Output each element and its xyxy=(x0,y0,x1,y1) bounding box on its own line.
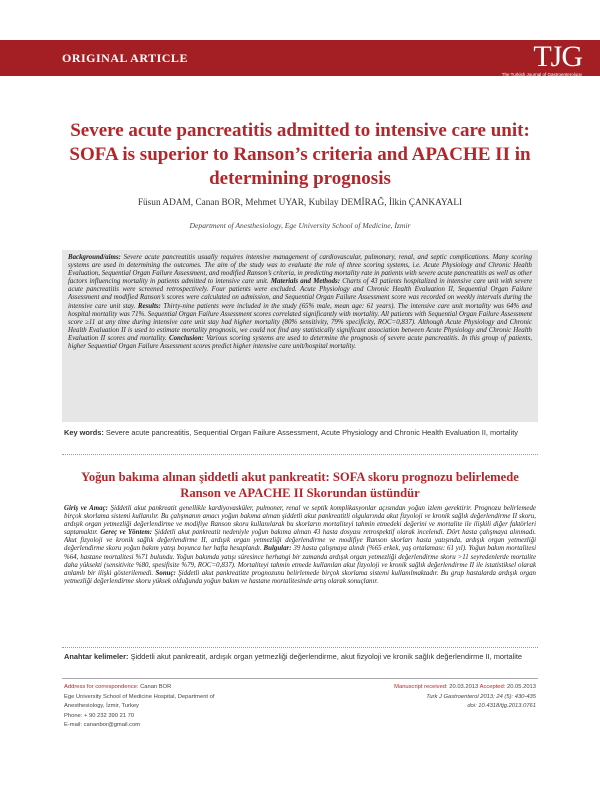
correspondence-email[interactable]: E-mail: cananbor@gmail.com xyxy=(64,722,141,729)
english-abstract xyxy=(62,250,538,422)
correspondence-name: Canan BOR xyxy=(140,684,172,690)
tr-results-text: 39 hasta çalışmaya alındı (%65 erkek, yaş ortalaması: 61 yıl). Yoğun bakım mortalitesi %64, hastane mortalitesi %71 bulundu. Yoğun bakımda yatışı süresince herhangi bir zamanda ardışık organ yetmezliği değerlendirme skoru >11 seyredenlerde mortalite daha yüksekti (sensitivite %80, spesifisite %79, ROC=0,837). Mortaliteyi tahmin etmede kullanılan akut fizyoloji ve kronik sağlık değerlendirme II ile istatistiksel olarak anlamlı bir ilişki gösterilemedi. xyxy=(64,545,536,577)
affiliation: Department of Anesthesiology, Ege University School of Medicine, İzmir xyxy=(189,221,411,230)
article-title: Severe acute pancreatitis admitted to intensive care unit: SOFA is superior to Ranson’s criteria and APACHE II in determining prognosis xyxy=(69,120,531,189)
keywords xyxy=(64,428,536,438)
manuscript-meta xyxy=(296,683,536,712)
keywords-text: Severe acute pancreatitis, Sequential Organ Failure Assessment, Acute Physiology and Chronic Health Evaluation II, mortality xyxy=(105,428,518,437)
turkish-title: Yoğun bakıma alınan şiddetli akut pankreatit: SOFA skoru prognozu belirlemede Ranson ve APACHE II Skorundan üstündür xyxy=(81,470,519,500)
background-text: Severe acute pancreatitis usually requires intensive management of cardiovascular, pulmonary, renal, and septic complications. Many scoring systems are used in determining the outcomes. The aim of the study was to evaluate the role of three scoring systems, i.e. Acute Physiology and Chronic Health Evaluation, Sequential Organ Failure Assessment, and modified Ranson’s criteria, in predicting mortality rate in patients with severe acute pancreatitis as well as other factors influencing mortality in patients admitted to intensive care unit. xyxy=(68,254,532,286)
tr-results-label: Bulgular: xyxy=(263,545,292,553)
background-label: Background/aims: xyxy=(68,254,121,261)
accepted-date: 20.05.2013 xyxy=(506,684,536,690)
turkish-keywords xyxy=(64,652,536,662)
author-list: Füsun ADAM, Canan BOR, Mehmet UYAR, Kubilay DEMİRAĞ, İlkin ÇANKAYALI xyxy=(137,198,463,208)
tr-conclusion-label: Sonuç: xyxy=(155,569,176,577)
conclusion-label: Conclusion: xyxy=(169,334,204,342)
section-label: ORIGINAL ARTICLE xyxy=(62,51,188,65)
correspondence-block xyxy=(64,683,324,731)
logo-subtitle: The Turkish Journal of Gastroenterology xyxy=(501,72,582,77)
tr-methods-label: Gereç ve Yöntem: xyxy=(100,529,153,537)
turkish-abstract-paragraph xyxy=(64,505,536,586)
tr-aim-label: Giriş ve Amaç: xyxy=(64,505,108,512)
received-date: 20.03.2013 xyxy=(449,684,479,690)
tr-aim-text: Şiddetli akut pankreatit genellikle kardiyovasküler, pulmoner, renal ve septik komplikasyonlar açısından yoğun izlem gerektirir. Prognozu belirlemede birçok skorlama sistemi kullanılır. Bu çalışmanın amacı yoğun bakıma alınan şiddetli akut pankreatitli olgularında akut fizyoloji ve kronik sağlık değerlendirme II skoru, ardışık organ yetmezliği değerlendirme ve modifiye Ranson skoru kullanılarak bu skorların mortaliteyi tahmin etmedeki değerini ve mortalite ile ilişkili diğer faktörleri saptamaktır. xyxy=(64,505,536,537)
correspondence-header xyxy=(64,683,324,693)
keywords-label: Key words: xyxy=(64,428,104,437)
correspondence-label: Address for correspondence: xyxy=(64,684,139,690)
received-label: Manuscript received: xyxy=(394,684,448,690)
manuscript-dates xyxy=(296,683,536,693)
results-label: Results: xyxy=(137,302,161,310)
doi[interactable]: doi: 10.4318/tjg.2013.0761 xyxy=(467,703,536,710)
footer-rule xyxy=(62,678,538,679)
correspondence-line1: Ege University School of Medicine Hospital, Department of xyxy=(64,693,215,700)
header-band xyxy=(0,40,600,76)
tr-keywords-label: Anahtar kelimeler: xyxy=(64,652,129,661)
journal-logo xyxy=(464,42,582,76)
correspondence-phone: Phone: + 90 232 390 21 70 xyxy=(64,712,135,719)
divider xyxy=(62,647,538,648)
accepted-label: Accepted: xyxy=(479,684,506,690)
tr-conclusion-text: Şiddetli akut pankreatitte prognozunu belirlemede birçok skorlama sistemi kullanılmaktadır. Bu grup hastalarda ardışık organ yetmezliği değerlendirme skoru yüksek olduğunda yoğun bakım ve hastane mortalitesinde artış olarak sonuçlanır. xyxy=(64,569,536,585)
citation: Turk J Gastroenterol 2013; 24 (5): 430-435 xyxy=(426,693,536,700)
methods-label: Materials and Methods: xyxy=(270,278,340,286)
correspondence-line2: Anesthesiology, İzmir, Turkey xyxy=(64,703,139,710)
tr-methods-text: Şiddetli akut pankreatit nedeniyle yoğun bakıma alınan 43 hasta dosyası retrospektif olarak incelendi. Dört hasta çalışmaya alınmadı. Akut fizyoloji ve kronik sağlık değerlendirme II, ardışık organ yetmezliği değerlendirme ve modifiye Ranson skorları hasta yatışında, ardışık organ yetmezliği değerlendirme skoru yoğun bakım yatışı boyunca her hafta hesaplandı. xyxy=(64,529,536,553)
divider xyxy=(62,454,538,455)
methods-text: Charts of 43 patients hospitalized in intensive care unit with severe acute pancreatitis were screened retrospectively. Four patients were excluded. Acute Physiology and Chronic Health Evaluation II, Sequential Organ Failure Assessment and modified Ranson’s scores were calculated on admission, and Sequential Organ Failure Assessment score was recorded on weekly intervals during the intensive care unit stay. xyxy=(68,278,533,310)
abstract-paragraph xyxy=(68,254,532,351)
turkish-abstract xyxy=(64,505,536,647)
logo-mark: TJG xyxy=(533,40,582,73)
tr-keywords-text: Şiddetli akut pankreatit, ardışık organ yetmezliği değerlendirme, akut fizyoloji ve kronik sağlık değerlendirme II, mortalite xyxy=(130,652,523,661)
conclusion-text: Various scoring systems are used to determine the prognosis of severe acute pancreatitis. In this group of patients, higher Sequential Organ Failure Assessment scores predict higher intensive care unit/hospital mortality. xyxy=(68,334,532,351)
results-text: Thirty-nine patients were included in the study (65% male, mean age: 61 years). The intensive care unit mortality was 64% and hospital mortality was 71%. Sequential Organ Failure Assessment scores correlated significantly with mortality. All patients with Sequential Organ Failure Assessment score ≥11 at any time during intensive care unit stay had higher mortality (80% sensitivity, 79% specificity, ROC=0,837). Although Acute Physiology and Chronic Health Evaluation II is used to estimate mortality prognosis, we could not find any statistically significant association between Acute Physiology and Chronic Health Evaluation II scores and mortality. xyxy=(68,302,532,342)
